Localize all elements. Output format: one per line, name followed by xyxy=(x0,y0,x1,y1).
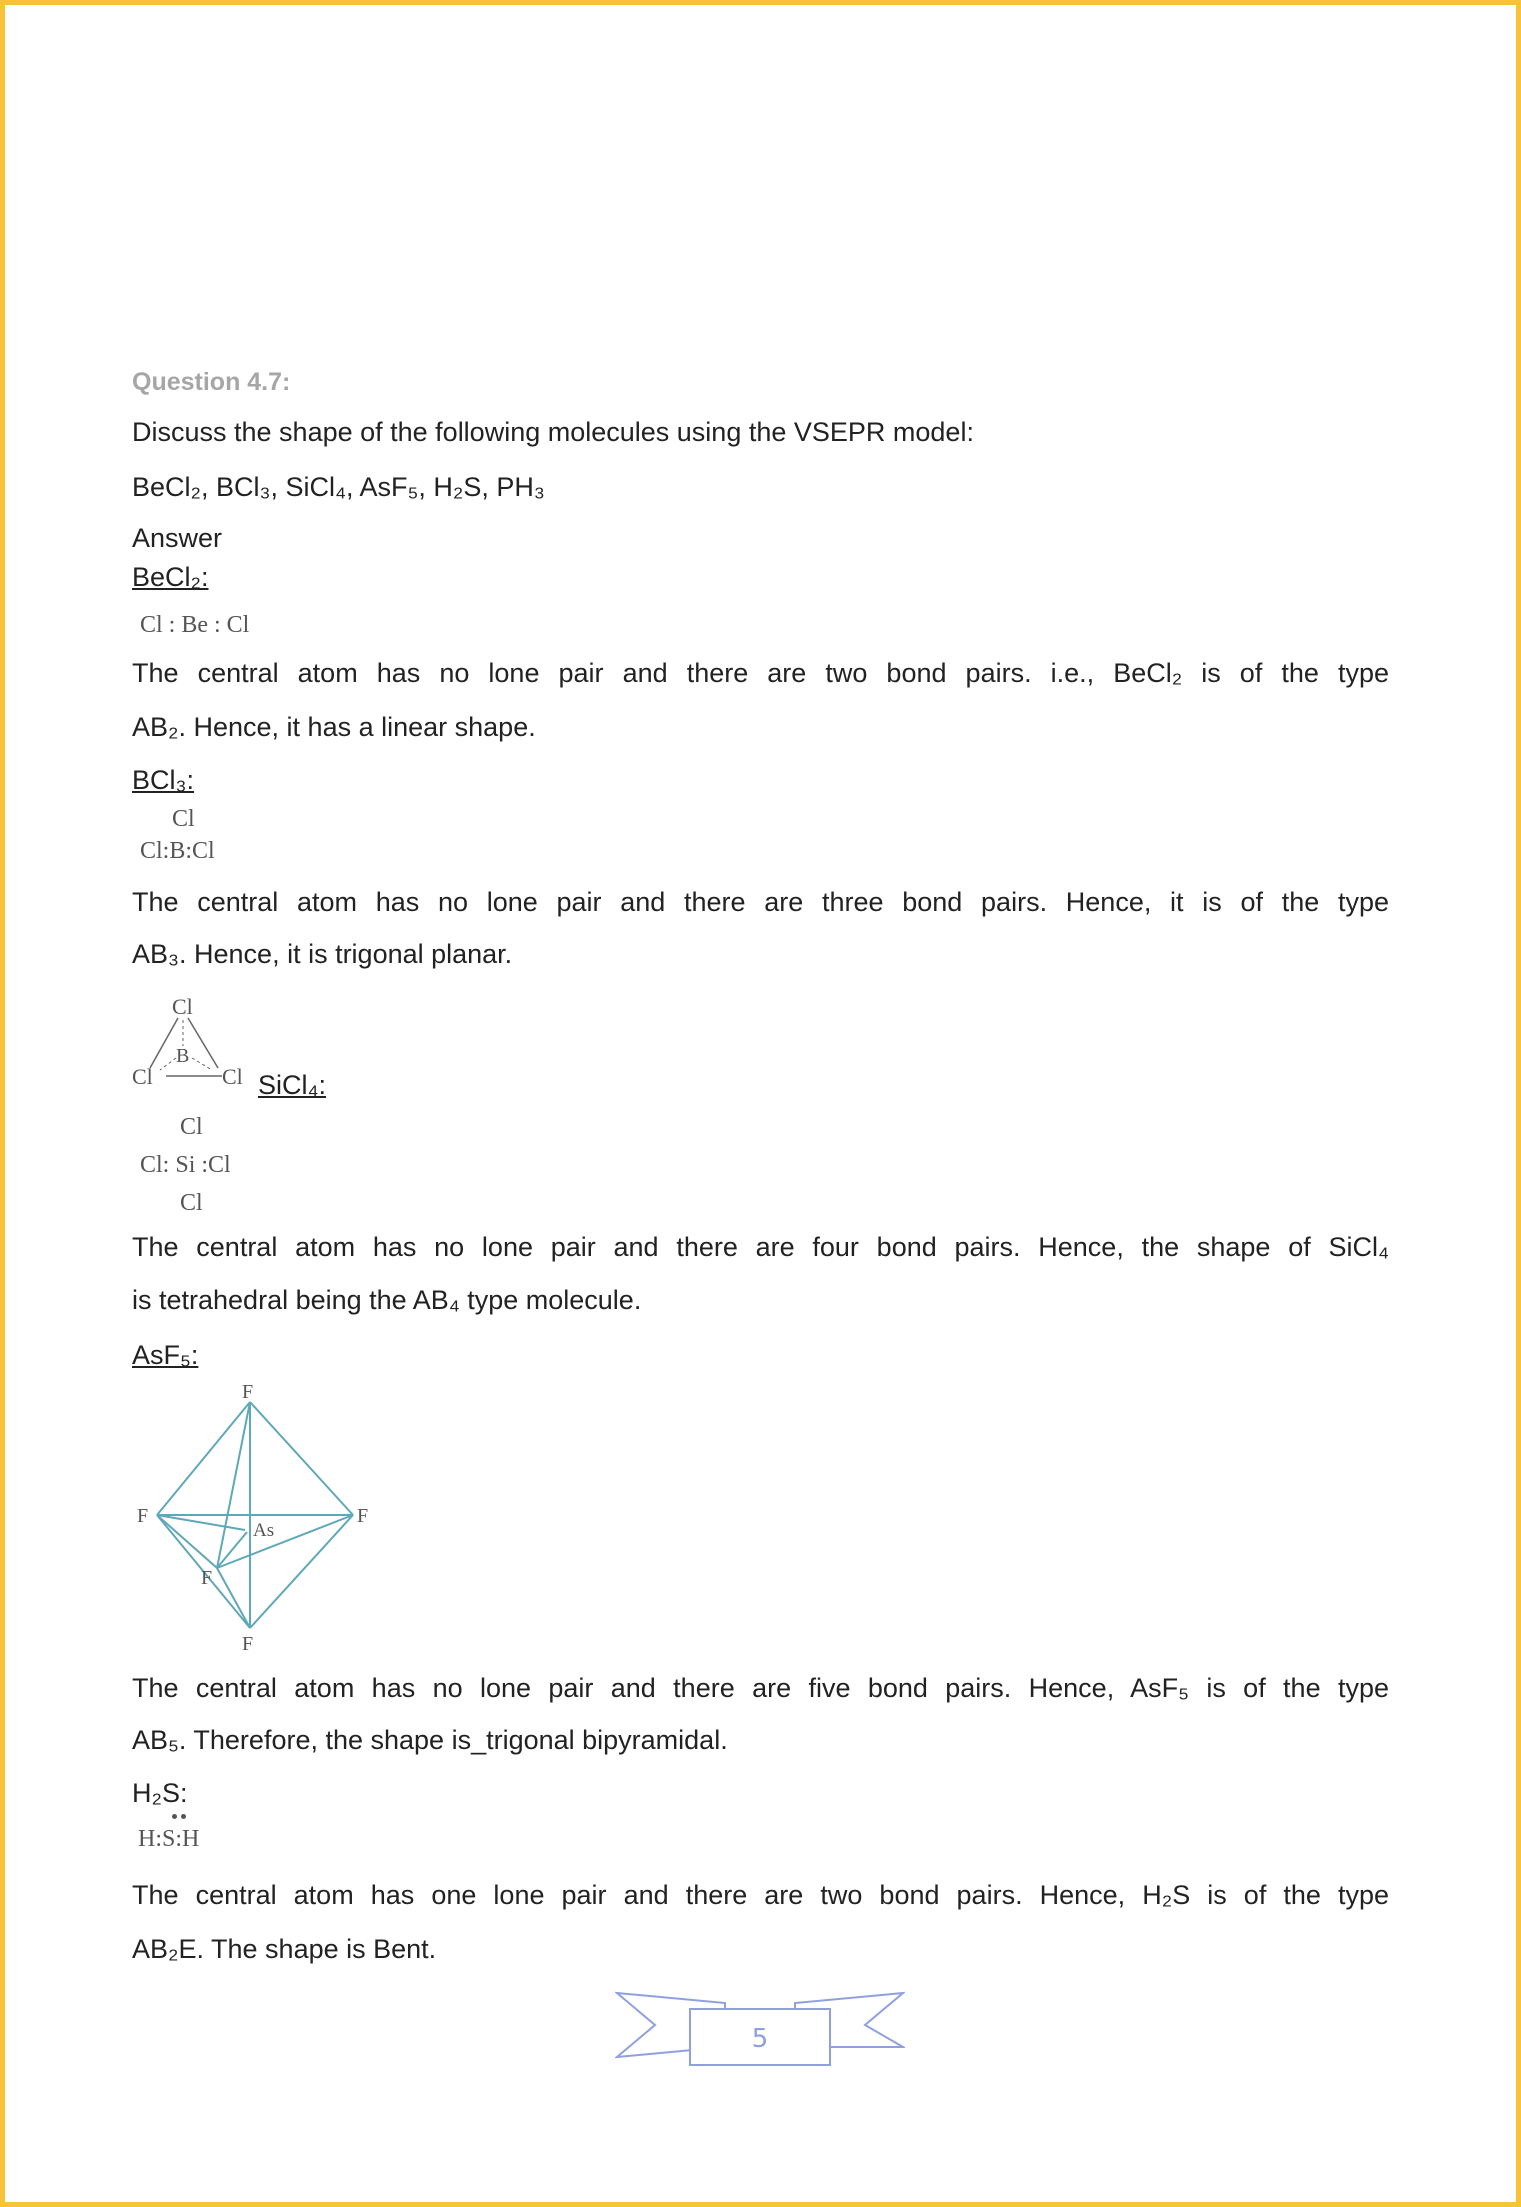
h2s-text-line: The central atom has one lone pair and there are two bond pairs. Hence, H₂S is of the type xyxy=(132,1880,1389,1910)
atom-label: Cl xyxy=(222,1064,243,1089)
h2s-heading: H₂S: xyxy=(132,1778,188,1808)
becl2-lewis-structure: Cl : Be : Cl xyxy=(140,612,250,638)
h2s-lewis-structure: H:S:H xyxy=(138,1826,200,1852)
atom-label: B xyxy=(176,1045,190,1067)
atom-label: F xyxy=(201,1567,213,1589)
h2s-text-line: AB₂E. The shape is Bent. xyxy=(132,1934,437,1964)
asf5-bipyramid-diagram xyxy=(135,1380,395,1655)
lone-pair-dots xyxy=(172,1814,188,1820)
bcl3-heading: BCl₃: xyxy=(132,765,195,795)
atom-label: F xyxy=(137,1505,149,1527)
question-title: Question 4.7: xyxy=(132,368,291,396)
sicl4-heading: SiCl₄: xyxy=(258,1070,327,1100)
atom-label: Cl xyxy=(172,994,193,1019)
sicl4-lewis-top: Cl xyxy=(180,1114,203,1140)
atom-label: As xyxy=(253,1520,275,1541)
becl2-heading: BeCl₂: xyxy=(132,562,209,592)
asf5-heading: AsF₅: xyxy=(132,1340,199,1370)
becl2-text-line: The central atom has no lone pair and there are two bond pairs. i.e., BeCl₂ is of the type xyxy=(132,658,1389,688)
bcl3-lewis-mid: Cl:B:Cl xyxy=(140,838,215,864)
bcl3-text-line: The central atom has no lone pair and there are three bond pairs. Hence, it is of the type xyxy=(132,887,1389,917)
bcl3-lewis-top: Cl xyxy=(172,806,195,832)
page-number: 5 xyxy=(751,2024,769,2054)
sicl4-lewis-bot: Cl xyxy=(180,1190,203,1216)
page-number-ribbon xyxy=(615,1985,905,2070)
dot xyxy=(181,1814,186,1819)
asf5-text-line: The central atom has no lone pair and there are five bond pairs. Hence, AsF₅ is of the type xyxy=(132,1673,1389,1703)
sicl4-text-line: is tetrahedral being the AB₄ type molecule. xyxy=(132,1285,642,1315)
atom-label: Cl xyxy=(132,1064,153,1089)
asf5-text-line: AB₅. Therefore, the shape is_trigonal bipyramidal. xyxy=(132,1725,728,1755)
atom-label: F xyxy=(242,1381,254,1403)
bcl3-text-line: AB₃. Hence, it is trigonal planar. xyxy=(132,939,513,969)
dot xyxy=(172,1814,177,1819)
question-prompt: Discuss the shape of the following molecules using the VSEPR model: xyxy=(132,417,974,447)
atom-label: F xyxy=(357,1505,369,1527)
sicl4-lewis-mid: Cl: Si :Cl xyxy=(140,1152,231,1178)
answer-label: Answer xyxy=(132,523,223,553)
sicl4-text-line: The central atom has no lone pair and there are four bond pairs. Hence, the shape of SiCl₄ xyxy=(132,1232,1389,1262)
atom-label: F xyxy=(242,1633,254,1655)
question-molecules: BeCl₂, BCl₃, SiCl₄, AsF₅, H₂S, PH₃ xyxy=(132,472,545,502)
becl2-text-line: AB₂. Hence, it has a linear shape. xyxy=(132,712,536,742)
bcl3-trigonal-diagram xyxy=(130,990,250,1090)
